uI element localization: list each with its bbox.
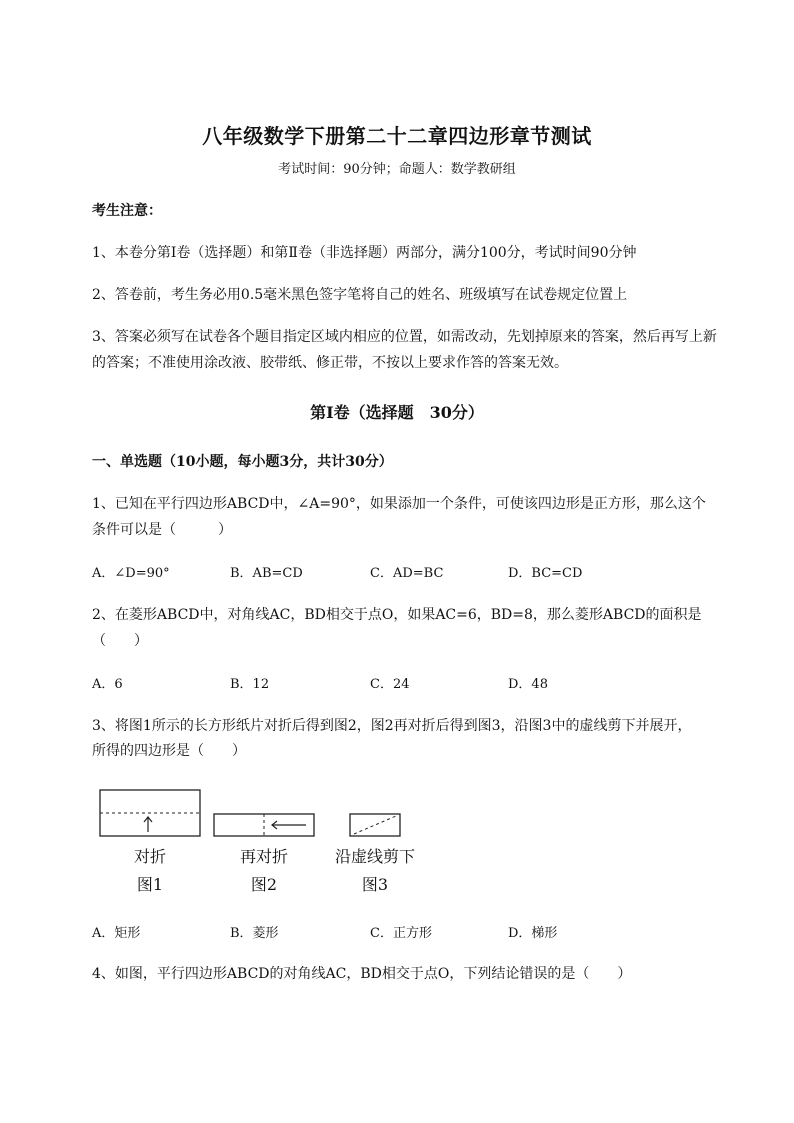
figure-3-label: 图3 [361, 875, 389, 894]
question-2-option-d: D．48 [508, 677, 548, 692]
question-4-text: 4、如图，平行四边形ABCD的对角线AC，BD相交于点O，下列结论错误的是（ ） [92, 966, 632, 982]
question-1-option-c: C．AD=BC [370, 566, 444, 581]
folding-figure [97, 786, 437, 896]
question-1-text: 1、已知在平行四边形ABCD中，∠A=90°，如果添加一个条件，可使该四边形是正方形，那么这个 [92, 496, 706, 512]
question-2-option-b: B．12 [230, 677, 270, 692]
figure-1-caption: 对折 [133, 847, 166, 866]
figure-1-label: 图1 [136, 875, 164, 894]
question-2-option-a: A．6 [92, 677, 123, 692]
question-2-text: 2、在菱形ABCD中，对角线AC，BD相交于点O，如果AC=6，BD=8，那么菱形ABCD的面积是 [92, 607, 702, 623]
question-1-option-d: D．BC=CD [508, 566, 583, 581]
question-3-option-b: B．菱形 [230, 926, 279, 941]
folding-diagram [97, 786, 437, 846]
notice-item-1: 1、本卷分第Ⅰ卷（选择题）和第Ⅱ卷（非选择题）两部分，满分100分，考试时间90分钟 [92, 245, 637, 261]
question-2-text-cont: （ ） [92, 633, 148, 649]
notice-item-3: 3、答案必须写在试卷各个题目指定区域内相应的位置，如需改动，先划掉原来的答案，然后再写上新 [92, 329, 717, 345]
figure-3-cut-line [354, 816, 396, 834]
question-1-option-b: B．AB=CD [230, 566, 303, 581]
question-1-text-cont: 条件可以是（ ） [92, 522, 232, 538]
page-title: 八年级数学下册第二十二章四边形章节测试 [202, 124, 592, 148]
notice-item-2: 2、答卷前，考生务必用0.5毫米黑色签字笔将自己的姓名、班级填写在试卷规定位置上 [92, 287, 628, 303]
notice-item-3-cont: 的答案；不准使用涂改液、胶带纸、修正带，不按以上要求作答的答案无效。 [92, 355, 568, 371]
exam-info: 考试时间：90分钟；命题人：数学教研组 [278, 162, 516, 177]
question-3-option-a: A．矩形 [92, 926, 141, 941]
question-3-text-cont: 所得的四边形是（ ） [92, 743, 246, 759]
notice-heading: 考生注意： [92, 203, 162, 219]
figure-2-label: 图2 [250, 875, 278, 894]
section-title: 第Ⅰ卷（选择题 30分） [310, 403, 484, 422]
figure-2-caption: 再对折 [239, 847, 288, 866]
part-heading: 一、单选题（10小题，每小题3分，共计30分） [92, 454, 393, 470]
figure-3-caption: 沿虚线剪下 [334, 847, 415, 866]
question-3-option-c: C．正方形 [370, 926, 432, 941]
question-1-option-a: A．∠D=90° [92, 566, 170, 581]
question-3-option-d: D．梯形 [508, 926, 558, 941]
question-3-text: 3、将图1所示的长方形纸片对折后得到图2，图2再对折后得到图3，沿图3中的虚线剪下并展开， [92, 718, 692, 734]
question-2-option-c: C．24 [370, 677, 410, 692]
figure-3-rectangle [350, 814, 400, 836]
